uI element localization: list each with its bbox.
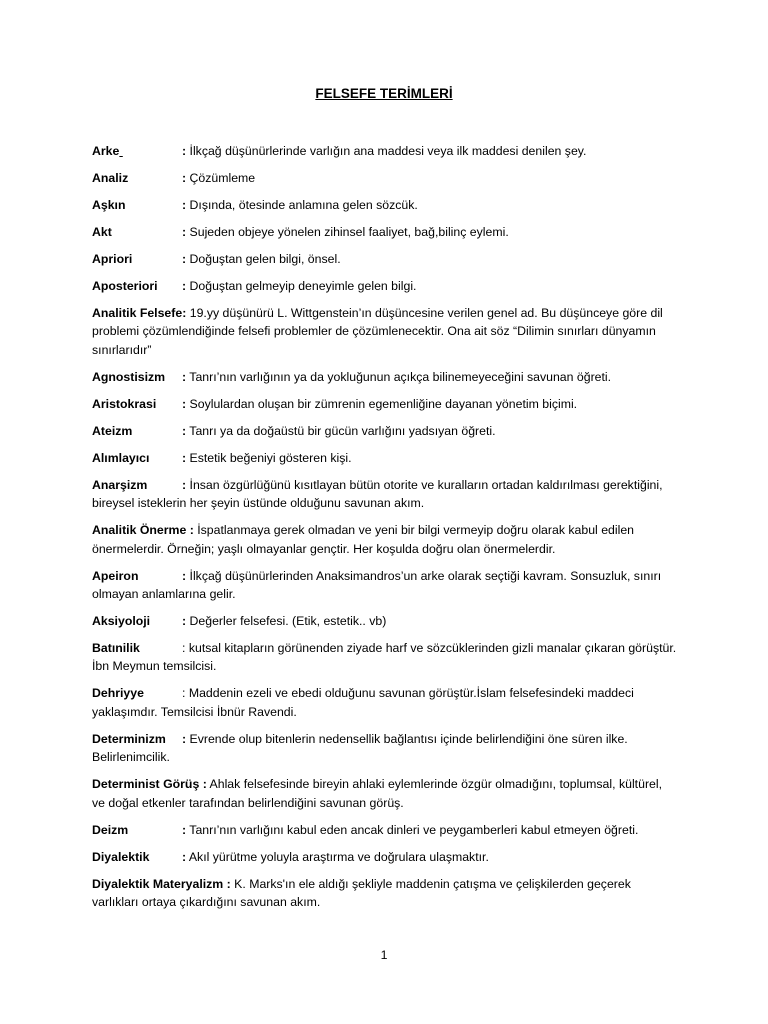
term-definition: İspatlanmaya gerek olmadan ve yeni bir bilgi vermeyip doğru olarak kabul edilen önermelerdir. Örneğin; yaşlı olmayanlar gençtir. Her koşulda doğru olan önermelerdir.	[92, 523, 635, 556]
term-entry	[92, 368, 678, 386]
term-entry	[92, 521, 678, 558]
term-name: Aristokrasi	[92, 396, 157, 411]
term-separator: :	[182, 731, 187, 746]
term-entry	[92, 277, 678, 295]
term-name: Arke	[92, 142, 182, 160]
term-entry	[92, 775, 678, 812]
term-name: Apriori	[92, 252, 133, 266]
term-definition: İlkçağ düşünürlerinde varlığın ana maddesi veya ilk maddesi denilen şey.	[186, 144, 587, 158]
term-name: Batınilik	[92, 641, 140, 656]
term-definition: Tanrı’nın varlığını kabul eden ancak dinleri ve peygamberleri kabul etmeyen öğreti.	[186, 822, 639, 837]
term-entry	[92, 821, 678, 839]
term-separator: :	[223, 876, 231, 891]
term-entry	[92, 639, 678, 676]
term-entry	[92, 848, 678, 866]
term-definition: İnsan özgürlüğünü kısıtlayan bütün otorite ve kuralların ortadan kaldırılması gerektiğini, bireysel isteklerin her şeyin üstünde olduğunu savunan akım.	[92, 477, 663, 511]
term-definition: Değerler felsefesi. (Etik, estetik.. vb)	[186, 614, 387, 629]
term-separator: :	[182, 568, 187, 583]
term-entry	[92, 142, 678, 160]
term-separator: :	[182, 614, 187, 629]
term-separator: :	[182, 279, 187, 293]
page-number: 1	[380, 948, 388, 962]
term-entry	[92, 449, 678, 467]
term-definition: Akıl yürütme yoluyla araştırma ve doğrulara ulaşmaktır.	[186, 849, 489, 864]
term-entry	[92, 250, 678, 268]
term-name: Aşkın	[92, 198, 126, 212]
term-name: Analitik Önerme	[92, 523, 187, 538]
term-separator: :	[186, 523, 194, 538]
term-name: Determinist Görüş	[92, 777, 200, 792]
term-name: Dehriyye	[92, 686, 144, 701]
term-definition: Doğuştan gelmeyip deneyimle gelen bilgi.	[186, 279, 417, 293]
page-title: FELSEFE TERİMLERİ	[315, 86, 453, 101]
term-entry	[92, 684, 678, 721]
term-definition: Tanrı’nın varlığının ya da yokluğunun açıkça bilinemeyeceğini savunan öğreti.	[186, 369, 612, 384]
term-name: Apeiron	[92, 568, 139, 583]
term-entry	[92, 612, 678, 630]
term-name: Diyalektik Materyalizm	[92, 876, 224, 891]
term-name: Alımlayıcı	[92, 450, 150, 465]
term-separator: :	[182, 306, 187, 320]
term-separator: :	[182, 369, 187, 384]
term-separator: :	[182, 198, 187, 212]
term-name: Aposteriori	[92, 279, 158, 293]
term-definition: Sujeden objeye yönelen zihinsel faaliyet, bağ,bilinç eylemi.	[186, 225, 509, 239]
term-name: Deizm	[92, 822, 129, 837]
term-definition: Çözümleme	[186, 171, 256, 185]
term-separator: :	[182, 144, 187, 158]
term-separator: :	[182, 423, 187, 438]
term-definition: Soylulardan oluşan bir zümrenin egemenliğine dayanan yönetim biçimi.	[186, 396, 578, 411]
term-definition: Doğuştan gelen bilgi, önsel.	[186, 252, 341, 266]
term-entry	[92, 567, 678, 604]
term-separator: :	[182, 252, 187, 266]
term-entry	[92, 169, 678, 187]
term-definition: Estetik beğeniyi gösteren kişi.	[186, 450, 352, 465]
term-name: Akt	[92, 225, 112, 239]
term-name: Aksiyoloji	[92, 614, 151, 629]
term-entry	[92, 223, 678, 241]
term-definition: Ahlak felsefesinde bireyin ahlaki eylemlerinde özgür olmadığını, toplumsal, kültürel, ve doğal etkenler tarafından belirlendiğini savunan görüş.	[92, 777, 663, 810]
term-name: Diyalektik	[92, 849, 150, 864]
term-entry	[92, 395, 678, 413]
term-entry	[92, 476, 678, 513]
term-separator: :	[182, 450, 187, 465]
term-name: Agnostisizm	[92, 369, 166, 384]
term-name: Anarşizm	[92, 477, 148, 492]
term-underline-mark	[119, 144, 122, 158]
term-name: Analitik Felsefe	[92, 306, 183, 320]
term-definition: : Maddenin ezeli ve ebedi olduğunu savunan görüştür.İslam felsefesindeki maddeci yaklaşımdır. Temsilcisi İbnür Ravendi.	[92, 686, 634, 719]
term-entry	[92, 730, 678, 767]
term-separator: :	[182, 849, 187, 864]
term-definition: K. Marks'ın ele aldığı şekliyle maddenin çatışma ve çelişkilerden geçerek varlıkları ortaya çıkardığını savunan akım.	[92, 876, 631, 910]
term-separator: :	[199, 777, 207, 792]
term-definition: Dışında, ötesinde anlamına gelen sözcük.	[186, 198, 418, 212]
term-name: Ateizm	[92, 423, 133, 438]
term-separator: :	[182, 822, 187, 837]
term-entry	[92, 875, 678, 912]
term-name: Determinizm	[92, 731, 166, 746]
term-separator: :	[182, 477, 187, 492]
term-definition: 19.yy düşünürü L. Wittgenstein’ın düşüncesine verilen genel ad. Bu düşünceye göre dil problemi çözümlendiğinde felsefi problemler de çözümlenecektir. Ona ait söz “Dilimin sınırları dünyamın sınırlarıdır”	[92, 306, 663, 357]
term-entry	[92, 422, 678, 440]
term-name: Analiz	[92, 171, 129, 185]
term-definition: İlkçağ düşünürlerinden Anaksimandros’un arke olarak seçtiği kavram. Sonsuzluk, sınırı olmayan anlamlarına gelir.	[92, 568, 662, 602]
term-separator: :	[182, 225, 187, 239]
term-list	[92, 142, 678, 920]
term-entry	[92, 304, 678, 359]
term-definition: Evrende olup bitenlerin nedensellik bağlantısı içinde belirlendiğini öne süren ilke. Belirlenimcilik.	[92, 731, 628, 765]
term-entry	[92, 196, 678, 214]
term-definition: Tanrı ya da doğaüstü bir gücün varlığını yadsıyan öğreti.	[186, 423, 496, 438]
term-separator: :	[182, 171, 187, 185]
term-separator: :	[182, 396, 187, 411]
term-definition: : kutsal kitapların görünenden ziyade harf ve sözcüklerinden gizli manalar çıkaran görüştür. İbn Meymun temsilcisi.	[92, 641, 677, 674]
